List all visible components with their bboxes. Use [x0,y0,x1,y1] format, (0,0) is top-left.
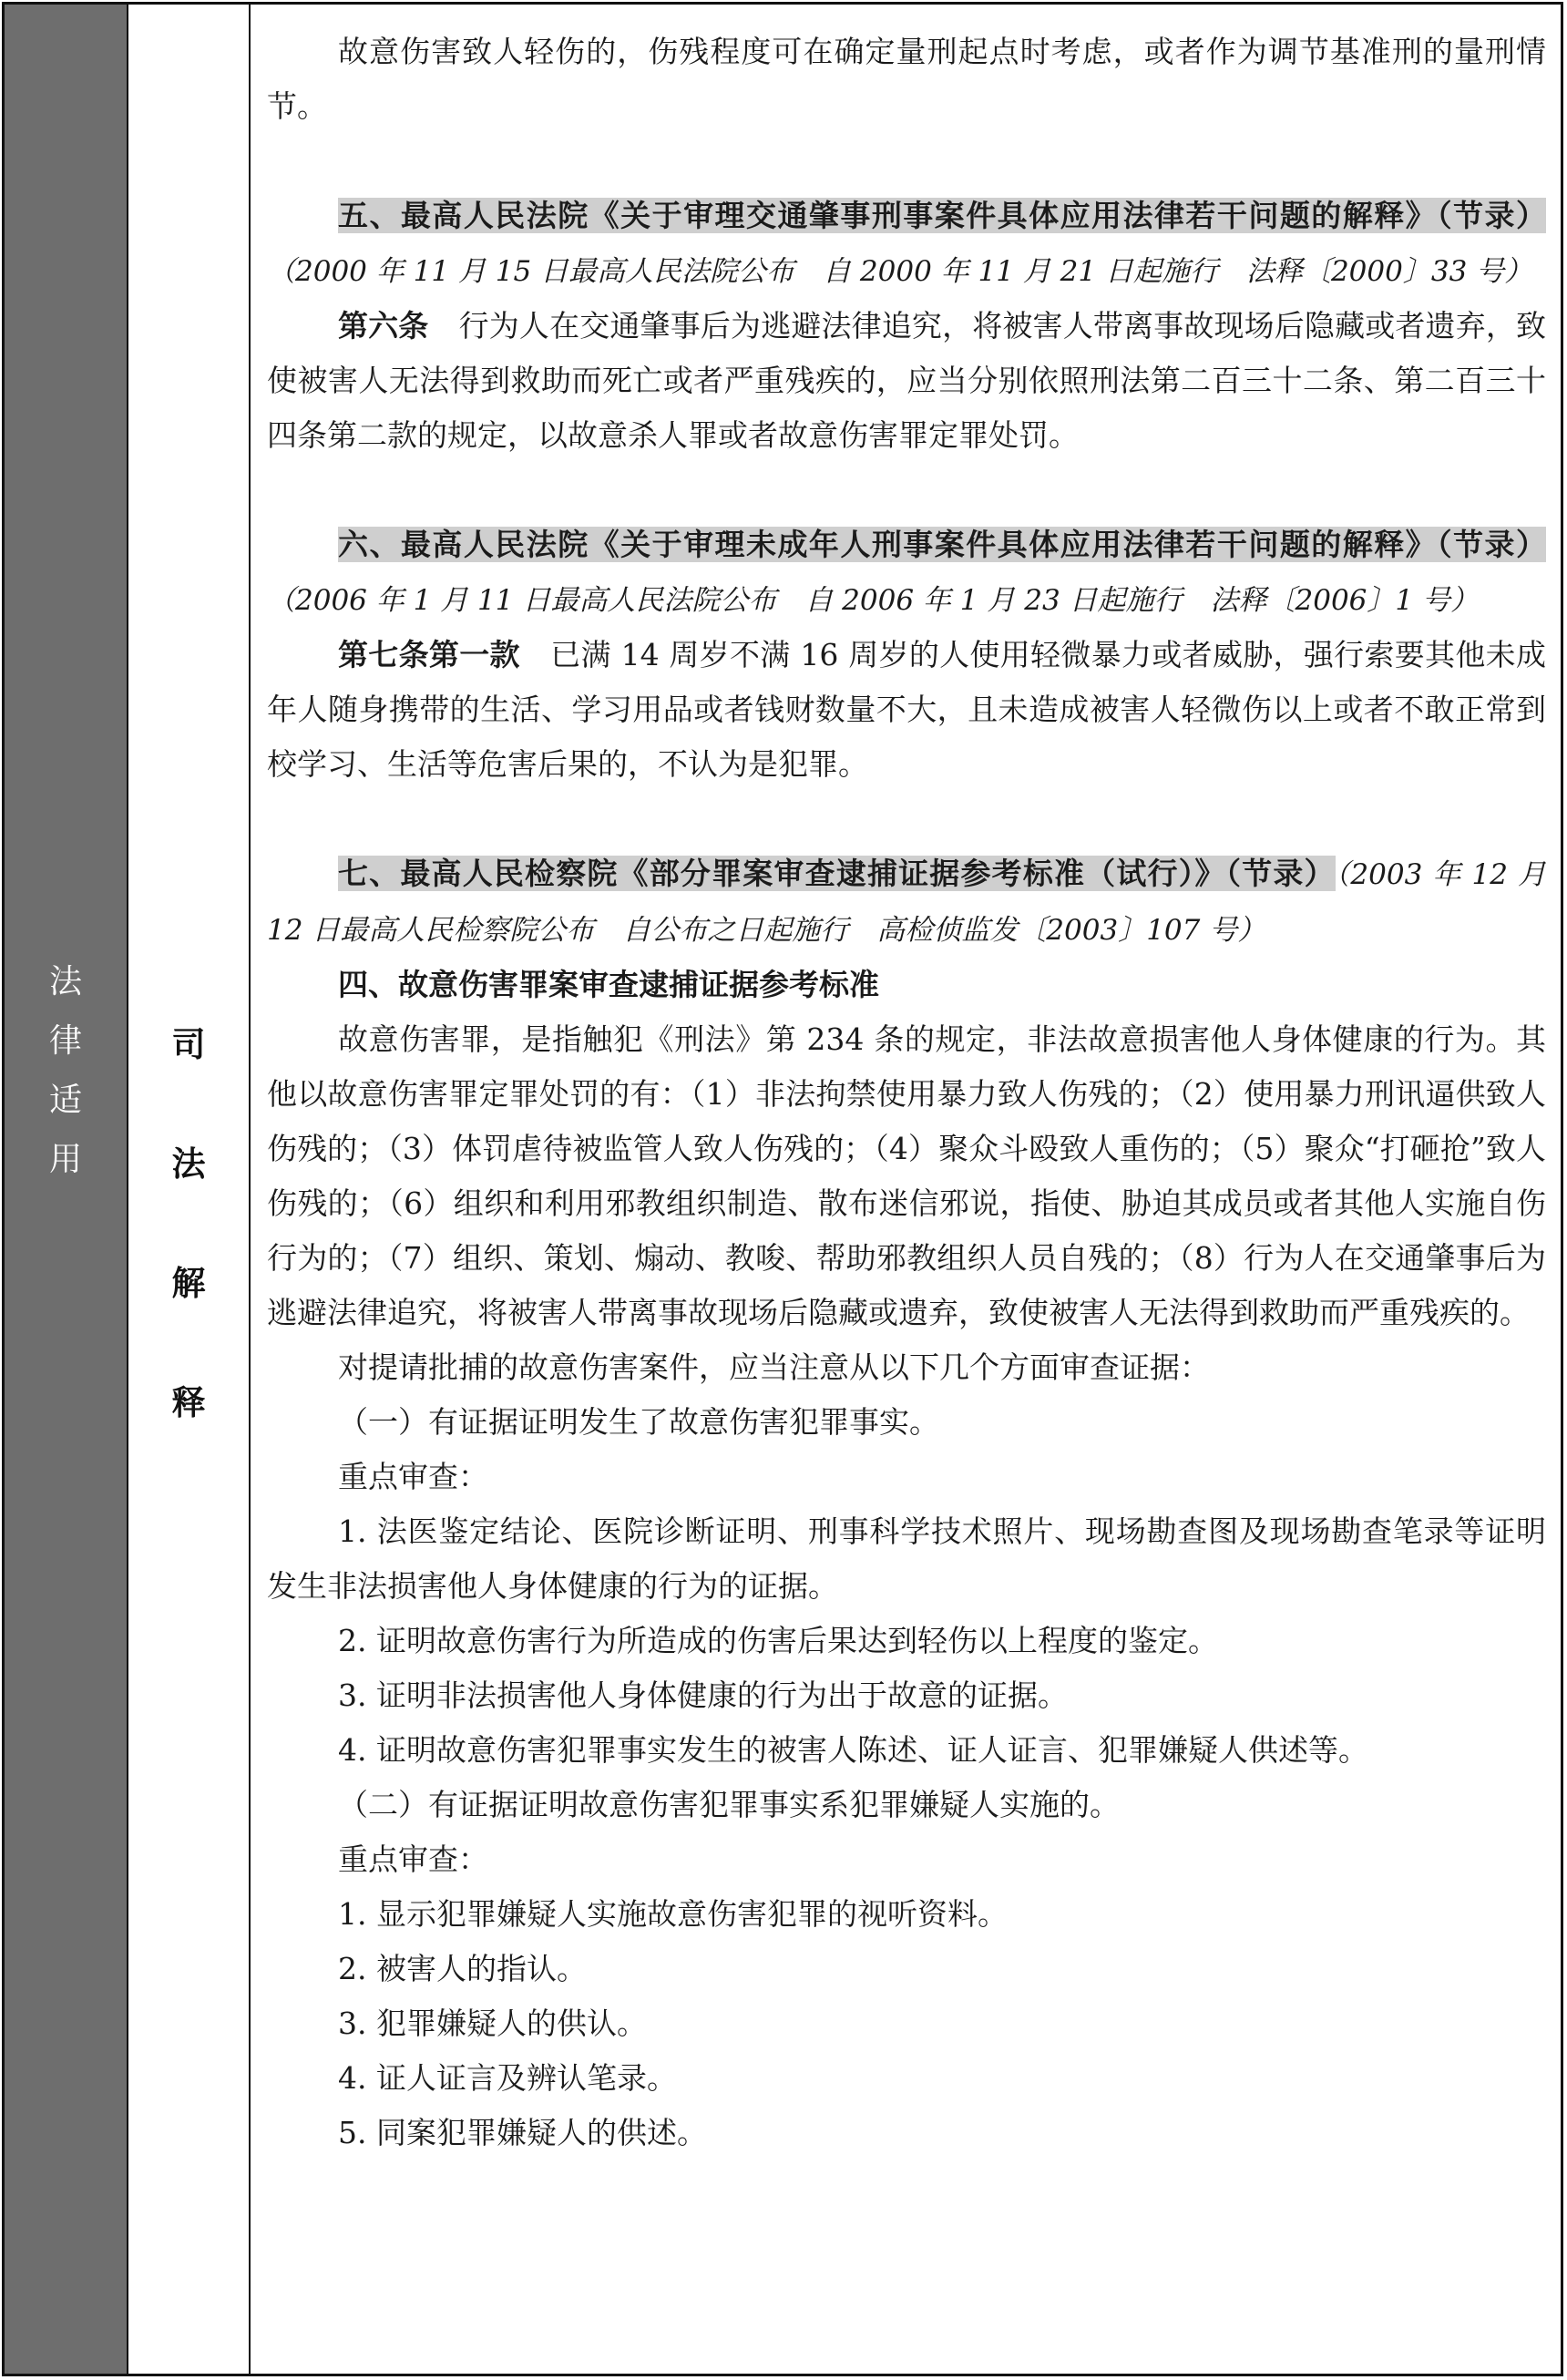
label-char: 释 [171,1383,206,1422]
article-text: 行为人在交通肇事后为逃避法律追究，将被害人带离事故现场后隐藏或者遗弃，致使被害人无法得到救助而死亡或者严重残疾的，应当分别依照刑法第二百三十二条、第二百三十四条第二款的规定，以故意杀人罪或者故意伤害罪定罪处罚。 [267,308,1547,453]
source-note: （2000 年 11 月 15 日最高人民法院公布 自 2000 年 11 月 21 日起施行 法释〔2000〕33 号） [267,255,1533,288]
section-heading: 五、最高人民法院《关于审理交通肇事刑事案件具体应用法律若干问题的解释》（节录） [338,198,1546,233]
article-label: 第七条第一款 [338,637,520,672]
label-char: 法 [48,963,82,1000]
source-note: （2006 年 1 月 11 日最高人民法院公布 自 2006 年 1 月 23 日起施行 法释〔2006〕1 号） [267,584,1479,617]
list-item: 2. 证明故意伤害行为所造成的伤害后果达到轻伤以上程度的鉴定。 [338,1623,1218,1658]
list-item: 4. 证人证言及辨认笔录。 [338,2060,677,2096]
list-item: 1. 显示犯罪嫌疑人实施故意伤害犯罪的视听资料。 [338,1896,1008,1932]
subheading: 四、故意伤害罪案审查逮捕证据参考标准 [338,967,879,1002]
label-char: 法 [171,1144,206,1184]
review-label: 重点审查： [338,1841,488,1877]
list-item: 1. 法医鉴定结论、医院诊断证明、刑事科学技术照片、现场勘查图及现场勘查笔录等证明发生非法损害他人身体健康的行为的证据。 [267,1513,1546,1604]
article-text: 已满 14 周岁不满 16 周岁的人使用轻微暴力或者威胁，强行索要其他未成年人随身携带的生活、学习用品或者钱财数量不大，且未造成被害人轻微伤以上或者不敢正常到校学习、生活等危害后果的，不认为是犯罪。 [267,637,1546,782]
list-item: 3. 证明非法损害他人身体健康的行为出于故意的证据。 [338,1677,1068,1713]
paragraph: 故意伤害致人轻伤的，伤残程度可在确定量刑起点时考虑，或者作为调节基准刑的量刑情节。 [267,34,1546,124]
list-item: 3. 犯罪嫌疑人的供认。 [338,2006,647,2041]
source-note: （2003 年 12 月 12 日最高人民检察院公布 自公布之日起施行 高检侦监发〔2003〕107 号） [267,858,1547,947]
table-frame [2,2,1563,2376]
section-7 [267,846,1546,958]
article-label: 第六条 [338,308,429,344]
section-heading: 六、最高人民法院《关于审理未成年人刑事案件具体应用法律若干问题的解释》（节录） [338,527,1546,562]
part-heading: （一）有证据证明发生了故意伤害犯罪事实。 [338,1404,939,1440]
judicial-interpretation-column [128,5,251,2374]
section-heading: 七、最高人民检察院《部分罪案审查逮捕证据参考标准（试行）》（节录） [338,856,1336,891]
section-6 [267,518,1546,628]
law-application-column [5,5,128,2374]
list-item: 4. 证明故意伤害犯罪事实发生的被害人陈述、证人证言、犯罪嫌疑人供述等。 [338,1732,1368,1768]
paragraph: 故意伤害罪，是指触犯《刑法》第 234 条的规定，非法故意损害他人身体健康的行为。其他以故意伤害罪定罪处罚的有：（1）非法拘禁使用暴力致人伤残的；（2）使用暴力刑讯逼供致人伤残的；（3）体罚虐待被监管人致人伤残的；（4）聚众斗殴致人重伤的；（5）聚众“打砸抢”致人伤残的；（6）组织和利用邪教组织制造、散布迷信邪说，指使、胁迫其成员或者其他人实施自伤行为的；（7）组织、策划、煽动、教唆、帮助邪教组织人员自残的；（8）行为人在交通肇事后为逃避法律追究，将被害人带离事故现场后隐藏或遗弃，致使被害人无法得到救助而严重残疾的。 [267,1021,1546,1330]
review-label: 重点审查： [338,1459,488,1494]
paragraph: 对提请批捕的故意伤害案件，应当注意从以下几个方面审查证据： [338,1349,1210,1385]
list-item: 5. 同案犯罪嫌疑人的供述。 [338,2115,707,2150]
list-item: 2. 被害人的指认。 [338,1951,587,1986]
part-heading: （二）有证据证明故意伤害犯罪事实系犯罪嫌疑人实施的。 [338,1787,1120,1822]
judicial-interpretation-label [128,985,249,1462]
label-char: 司 [171,1025,206,1064]
article [267,299,1546,463]
label-char: 律 [48,1022,82,1060]
label-char: 用 [48,1141,82,1178]
label-char: 解 [171,1264,206,1303]
law-application-label [5,952,127,1189]
label-char: 适 [48,1082,82,1119]
article [267,628,1546,792]
section-5 [267,189,1546,299]
content-column [267,25,1546,2160]
